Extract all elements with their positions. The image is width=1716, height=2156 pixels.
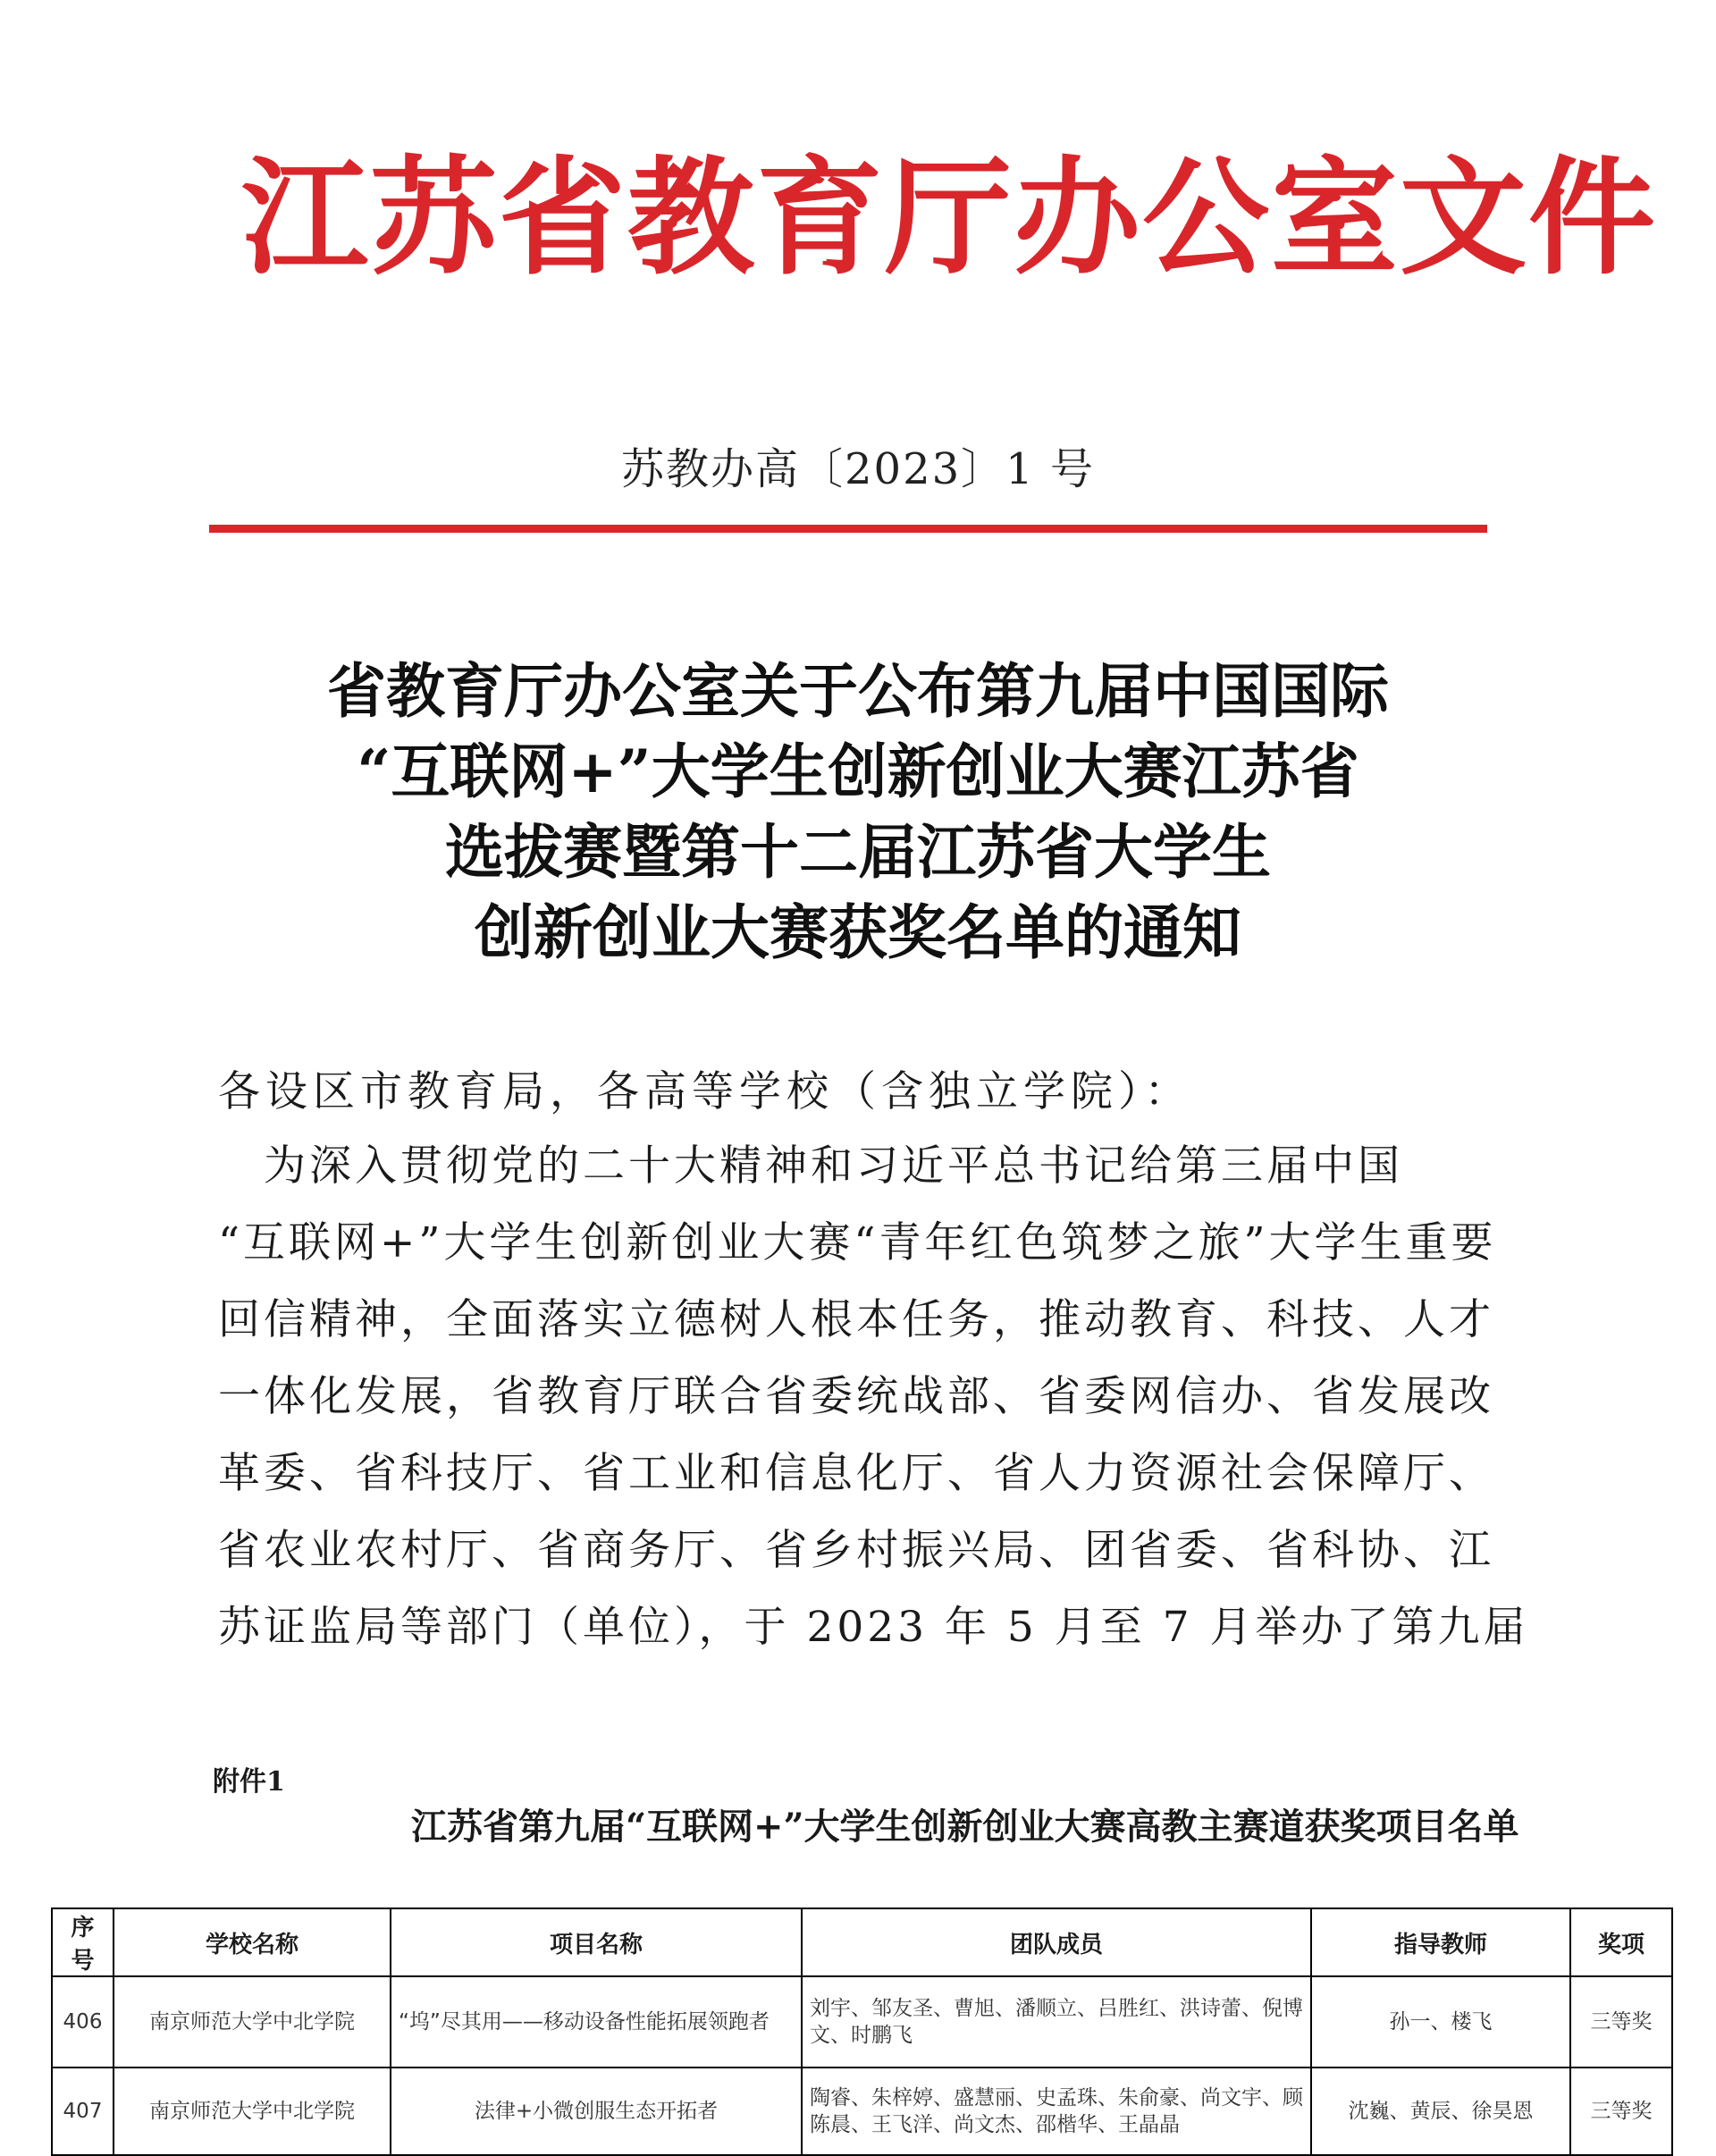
notice-title-line: 省教育厅办公室关于公布第九届中国国际 bbox=[327, 656, 1389, 726]
cell-school: 南京师范大学中北学院 bbox=[114, 2068, 391, 2155]
header-advisors: 指导教师 bbox=[1311, 1908, 1570, 1976]
table-row bbox=[52, 1976, 1672, 2068]
cell-no: 406 bbox=[52, 1976, 114, 2068]
notice-body bbox=[218, 1128, 1529, 1666]
cell-award: 三等奖 bbox=[1570, 1976, 1672, 2068]
body-line: 苏证监局等部门（单位），于 2023 年 5 月至 7 月举办了第九届 bbox=[218, 1603, 1529, 1652]
awards-table bbox=[51, 1908, 1673, 2156]
table-header-row bbox=[52, 1908, 1672, 1976]
cell-school: 南京师范大学中北学院 bbox=[114, 1976, 391, 2068]
issuer-header-title: 江苏省教育厅办公室文件 bbox=[241, 145, 1657, 292]
attachment-label: 附件1 bbox=[213, 1766, 285, 1798]
notice-title-line: “互联网+”大学生创新创业大赛江苏省 bbox=[357, 737, 1359, 806]
header-award: 奖项 bbox=[1570, 1908, 1672, 1976]
body-line: 回信精神，全面落实立德树人根本任务，推动教育、科技、人才 bbox=[218, 1295, 1494, 1344]
table-row bbox=[52, 2068, 1672, 2155]
header-no: 序号 bbox=[52, 1908, 114, 1976]
cell-no: 407 bbox=[52, 2068, 114, 2155]
addressee-line: 各设区市教育局，各高等学校（含独立学院）： bbox=[218, 1067, 1192, 1116]
header-project: 项目名称 bbox=[391, 1908, 802, 1976]
header-members: 团队成员 bbox=[802, 1908, 1311, 1976]
notice-title-line: 创新创业大赛获奖名单的通知 bbox=[475, 897, 1241, 967]
attachment-title: 江苏省第九届“互联网+”大学生创新创业大赛高教主赛道获奖项目名单 bbox=[411, 1806, 1519, 1848]
red-divider-rule bbox=[209, 525, 1487, 533]
notice-title bbox=[179, 651, 1537, 973]
body-line: “互联网+”大学生创新创业大赛“青年红色筑梦之旅”大学生重要 bbox=[218, 1218, 1497, 1267]
body-line: 一体化发展，省教育厅联合省委统战部、省委网信办、省发展改 bbox=[218, 1372, 1494, 1421]
body-line: 革委、省科技厅、省工业和信息化厅、省人力资源社会保障厅、 bbox=[218, 1449, 1494, 1498]
cell-project: 法律+小微创服生态开拓者 bbox=[391, 2068, 802, 2155]
body-line: 为深入贯彻党的二十大精神和习近平总书记给第三届中国 bbox=[218, 1141, 1403, 1191]
cell-award: 三等奖 bbox=[1570, 2068, 1672, 2155]
body-line: 省农业农村厅、省商务厅、省乡村振兴局、团省委、省科协、江 bbox=[218, 1526, 1494, 1575]
header-school: 学校名称 bbox=[114, 1908, 391, 1976]
cell-advisors: 孙一、楼飞 bbox=[1311, 1976, 1570, 2068]
notice-title-line: 选拔赛暨第十二届江苏省大学生 bbox=[445, 817, 1271, 887]
cell-advisors: 沈巍、黄辰、徐昊恩 bbox=[1311, 2068, 1570, 2155]
cell-members: 刘宇、邹友圣、曹旭、潘顺立、吕胜红、洪诗蕾、倪博文、时鹏飞 bbox=[802, 1976, 1311, 2068]
document-number: 苏教办高〔2023〕1 号 bbox=[621, 444, 1095, 494]
cell-members: 陶睿、朱梓婷、盛慧丽、史孟珠、朱俞豪、尚文宇、顾陈晨、王飞洋、尚文杰、邵楷华、王晶晶 bbox=[802, 2068, 1311, 2155]
cell-project: “坞”尽其用——移动设备性能拓展领跑者 bbox=[391, 1976, 802, 2068]
